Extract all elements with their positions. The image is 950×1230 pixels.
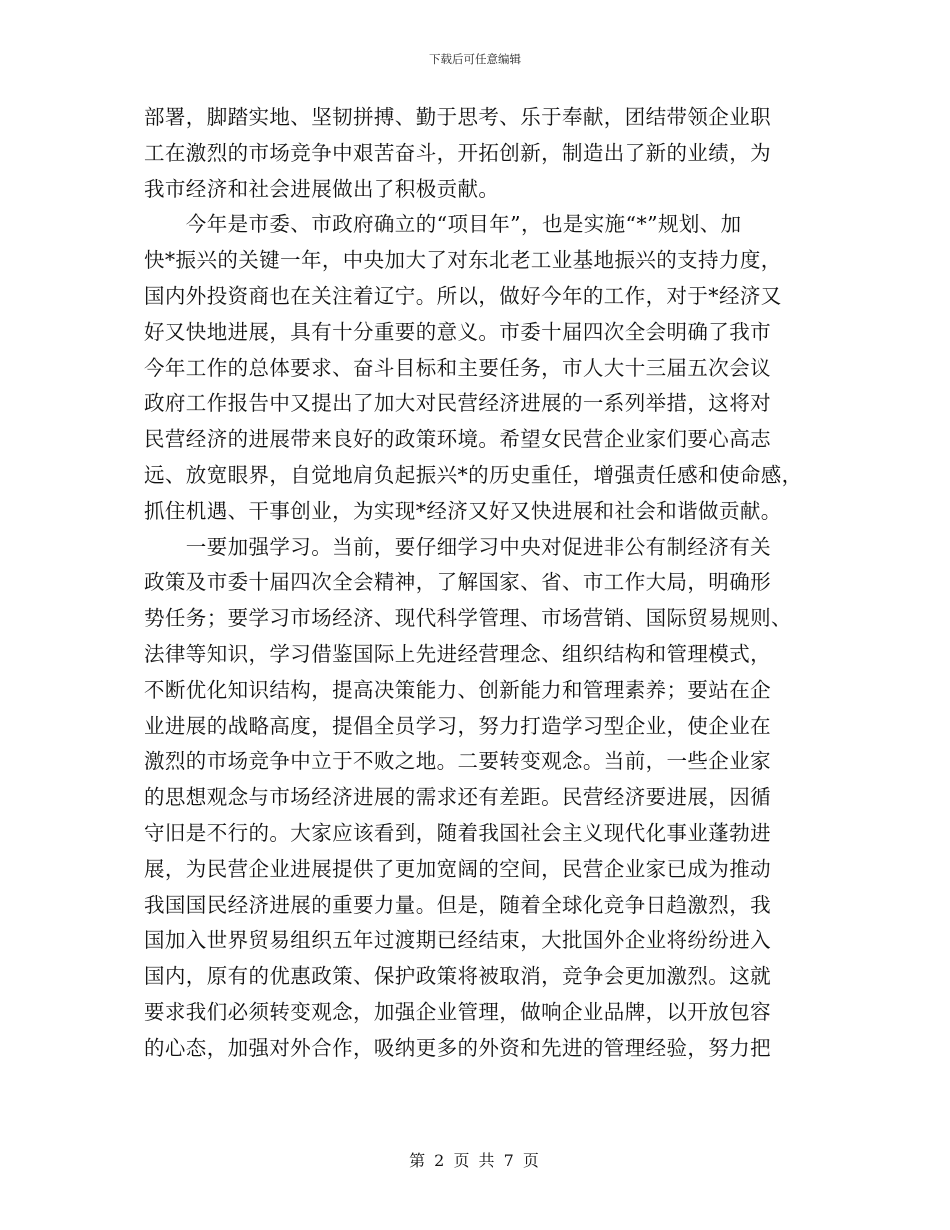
body-line: 势任务；要学习市场经济、现代科学管理、市场营销、国际贸易规则、 [144, 606, 792, 631]
body-line: 我国国民经济进展的重要力量。但是，随着全球化竞争日趋激烈，我 [144, 892, 771, 917]
body-line: 法律等知识，学习借鉴国际上先进经营理念、组织结构和管理模式， [144, 641, 771, 666]
body-line: 守旧是不行的。大家应该看到，随着我国社会主义现代化事业蓬勃进 [144, 820, 771, 845]
document-body [144, 100, 824, 1067]
body-line: 好又快地进展，具有十分重要的意义。市委十届四次全会明确了我市 [144, 319, 771, 344]
body-line: 政策及市委十届四次全会精神，了解国家、省、市工作大局，明确形 [144, 570, 771, 595]
body-line: 不断优化知识结构，提高决策能力、创新能力和管理素养；要站在企 [144, 677, 771, 702]
body-line: 业进展的战略高度，提倡全员学习，努力打造学习型企业，使企业在 [144, 713, 771, 738]
body-line: 国内外投资商也在关注着辽宁。所以，做好今年的工作，对于*经济又 [144, 283, 782, 308]
body-line: 一要加强学习。当前，要仔细学习中央对促进非公有制经济有关 [144, 534, 771, 559]
body-line: 政府工作报告中又提出了加大对民营经济进展的一系列举措，这将对 [144, 391, 771, 416]
page-footer: 第 2 页 共 7 页 [409, 1151, 541, 1170]
body-line: 的心态，加强对外合作，吸纳更多的外资和先进的管理经验，努力把 [144, 1035, 771, 1060]
body-line: 远、放宽眼界，自觉地肩负起振兴*的历史重任，增强责任感和使命感， [144, 462, 803, 487]
body-line: 民营经济的进展带来良好的政策环境。希望女民营企业家们要心高志 [144, 427, 771, 452]
body-line: 要求我们必须转变观念，加强企业管理，做响企业品牌，以开放包容 [144, 999, 771, 1024]
page-header: 下载后可任意编辑 [429, 52, 521, 66]
body-line: 展，为民营企业进展提供了更加宽阔的空间，民营企业家已成为推动 [144, 856, 771, 881]
body-line: 抓住机遇、干事创业，为实现*经济又好又快进展和社会和谐做贡献。 [144, 498, 782, 523]
body-line: 国加入世界贸易组织五年过渡期已经结束，大批国外企业将纷纷进入 [144, 928, 771, 953]
body-line: 我市经济和社会进展做出了积极贡献。 [144, 176, 500, 201]
body-line: 工在激烈的市场竞争中艰苦奋斗，开拓创新，制造出了新的业绩，为 [144, 140, 771, 165]
body-line: 国内，原有的优惠政策、保护政策将被取消，竞争会更加激烈。这就 [144, 964, 771, 989]
body-line: 的思想观念与市场经济进展的需求还有差距。民营经济要进展，因循 [144, 785, 771, 810]
body-line: 今年是市委、市政府确立的“项目年”，也是实施“*”规划、加 [144, 212, 742, 237]
body-line: 激烈的市场竞争中立于不败之地。二要转变观念。当前，一些企业家 [144, 749, 771, 774]
body-line: 部署，脚踏实地、坚韧拼搏、勤于思考、乐于奉献，团结带领企业职 [144, 105, 771, 129]
body-line: 今年工作的总体要求、奋斗目标和主要任务，市人大十三届五次会议 [144, 355, 771, 380]
body-line: 快*振兴的关键一年，中央加大了对东北老工业基地振兴的支持力度， [144, 248, 782, 273]
